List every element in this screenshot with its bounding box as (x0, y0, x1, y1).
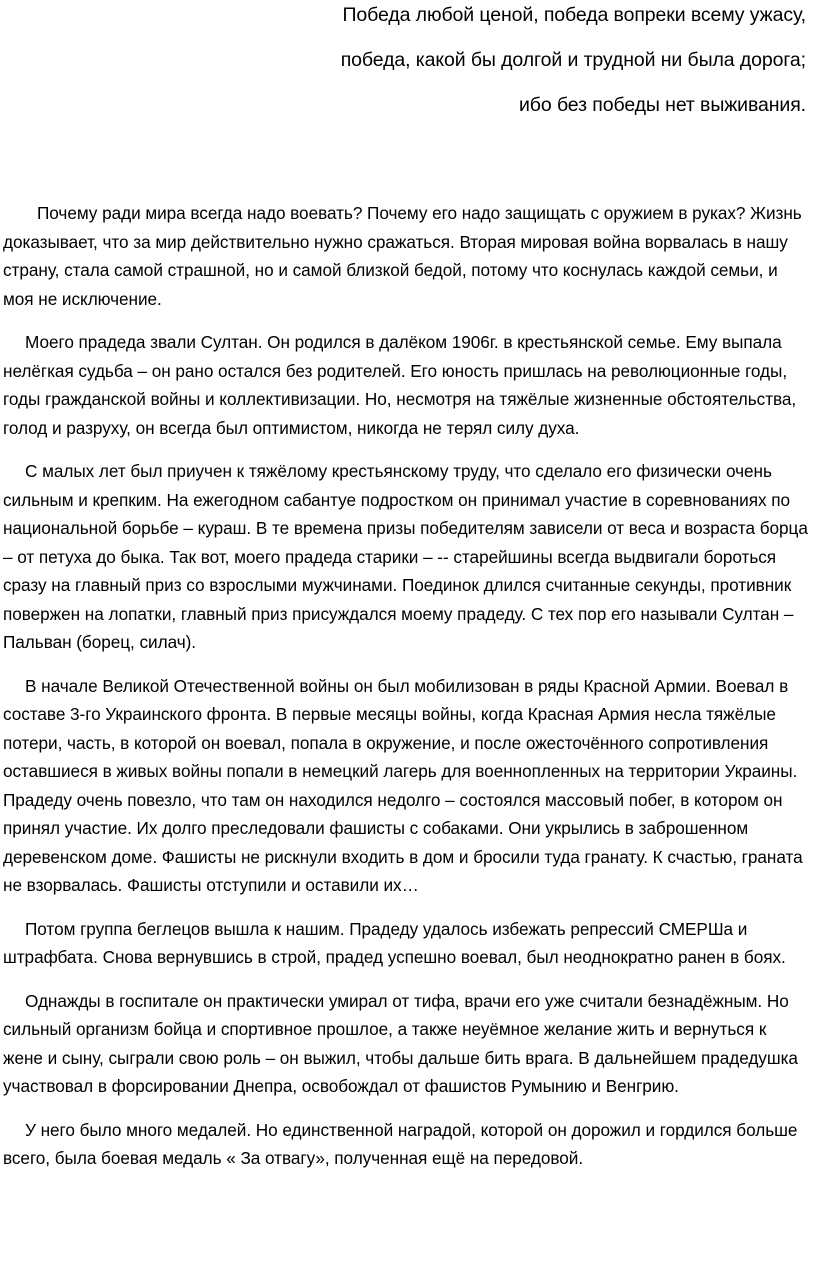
essay-body (3, 199, 810, 1173)
paragraph: Потом группа беглецов вышла к нашим. Прадеду удалось избежать репрессий СМЕРШа и штрафбата. Снова вернувшись в строй, прадед успешно воевал, был неоднократно ранен в боях. (3, 918, 786, 967)
epigraph (3, 2, 810, 137)
paragraph: Почему ради мира всегда надо воевать? Почему его надо защищать с оружием в руках? Жизнь доказывает, что за мир действительно нужно сражаться. Вторая мировая война ворвалась в нашу страну, стала самой страшной, но и самой близкой бедой, потому что коснулась каждой семьи, и моя не исключение. (3, 203, 802, 309)
paragraph: В начале Великой Отечественной войны он был мобилизован в ряды Красной Армии. Воевал в составе 3-го Украинского фронта. В первые месяцы войны, когда Красная Армия несла тяжёлые потери, часть, в которой он воевал, попала в окружение, и после ожесточённого сопротивления оставшиеся в живых войны попали в немецкий лагерь для военнопленных на территории Украины. Прадеду очень повезло, что там он находился недолго – состоялся массовый побег, в котором он принял участие. Их долго преследовали фашисты с собаками. Они укрылись в заброшенном деревенском доме. Фашисты не рискнули входить в дом и бросили туда гранату. К счастью, граната не взорвалась. Фашисты отступили и оставили их… (3, 675, 803, 895)
paragraph: Моего прадеда звали Султан. Он родился в далёком 1906г. в крестьянской семье. Ему выпала нелёгкая судьба – он рано остался без родителей. Его юность пришлась на революционные годы, годы гражданской войны и коллективизации. Но, несмотря на тяжёлые жизненные обстоятельства, голод и разруху, он всегда был оптимистом, никогда не терял силу духа. (3, 332, 797, 438)
paragraph: Однажды в госпитале он практически умирал от тифа, врачи его уже считали безнадёжным. Но сильный организм бойца и спортивное прошлое, а также неуёмное желание жить и вернуться к жене и сыну, сыграли свою роль – он выжил, чтобы дальше бить врага. В дальнейшем прадедушка участвовал в форсировании Днепра, освобождал от фашистов Румынию и Венгрию. (3, 990, 798, 1096)
epigraph-line: Победа любой ценой, победа вопреки всему ужасу, (342, 4, 806, 26)
epigraph-line: победа, какой бы долгой и трудной ни была дорога; (340, 49, 806, 71)
epigraph-line: ибо без победы нет выживания. (519, 94, 806, 116)
paragraph: У него было много медалей. Но единственной наградой, которой он дорожил и гордился больше всего, была боевая медаль « За отвагу», полученная ещё на передовой. (3, 1119, 798, 1168)
paragraph: С малых лет был приучен к тяжёлому крестьянскому труду, что сделало его физически очень сильным и крепким. На ежегодном сабантуе подростком он принимал участие в соревнованиях по национальной борьбе – кураш. В те времена призы победителям зависели от веса и возраста борца – от петуха до быка. Так вот, моего прадеда старики – -- старейшины всегда выдвигали бороться сразу на главный приз со взрослыми мужчинами. Поединок длился считанные секунды, противник повержен на лопатки, главный приз присуждался моему прадеду. С тех пор его называли Султан – Пальван (борец, силач). (3, 461, 808, 652)
